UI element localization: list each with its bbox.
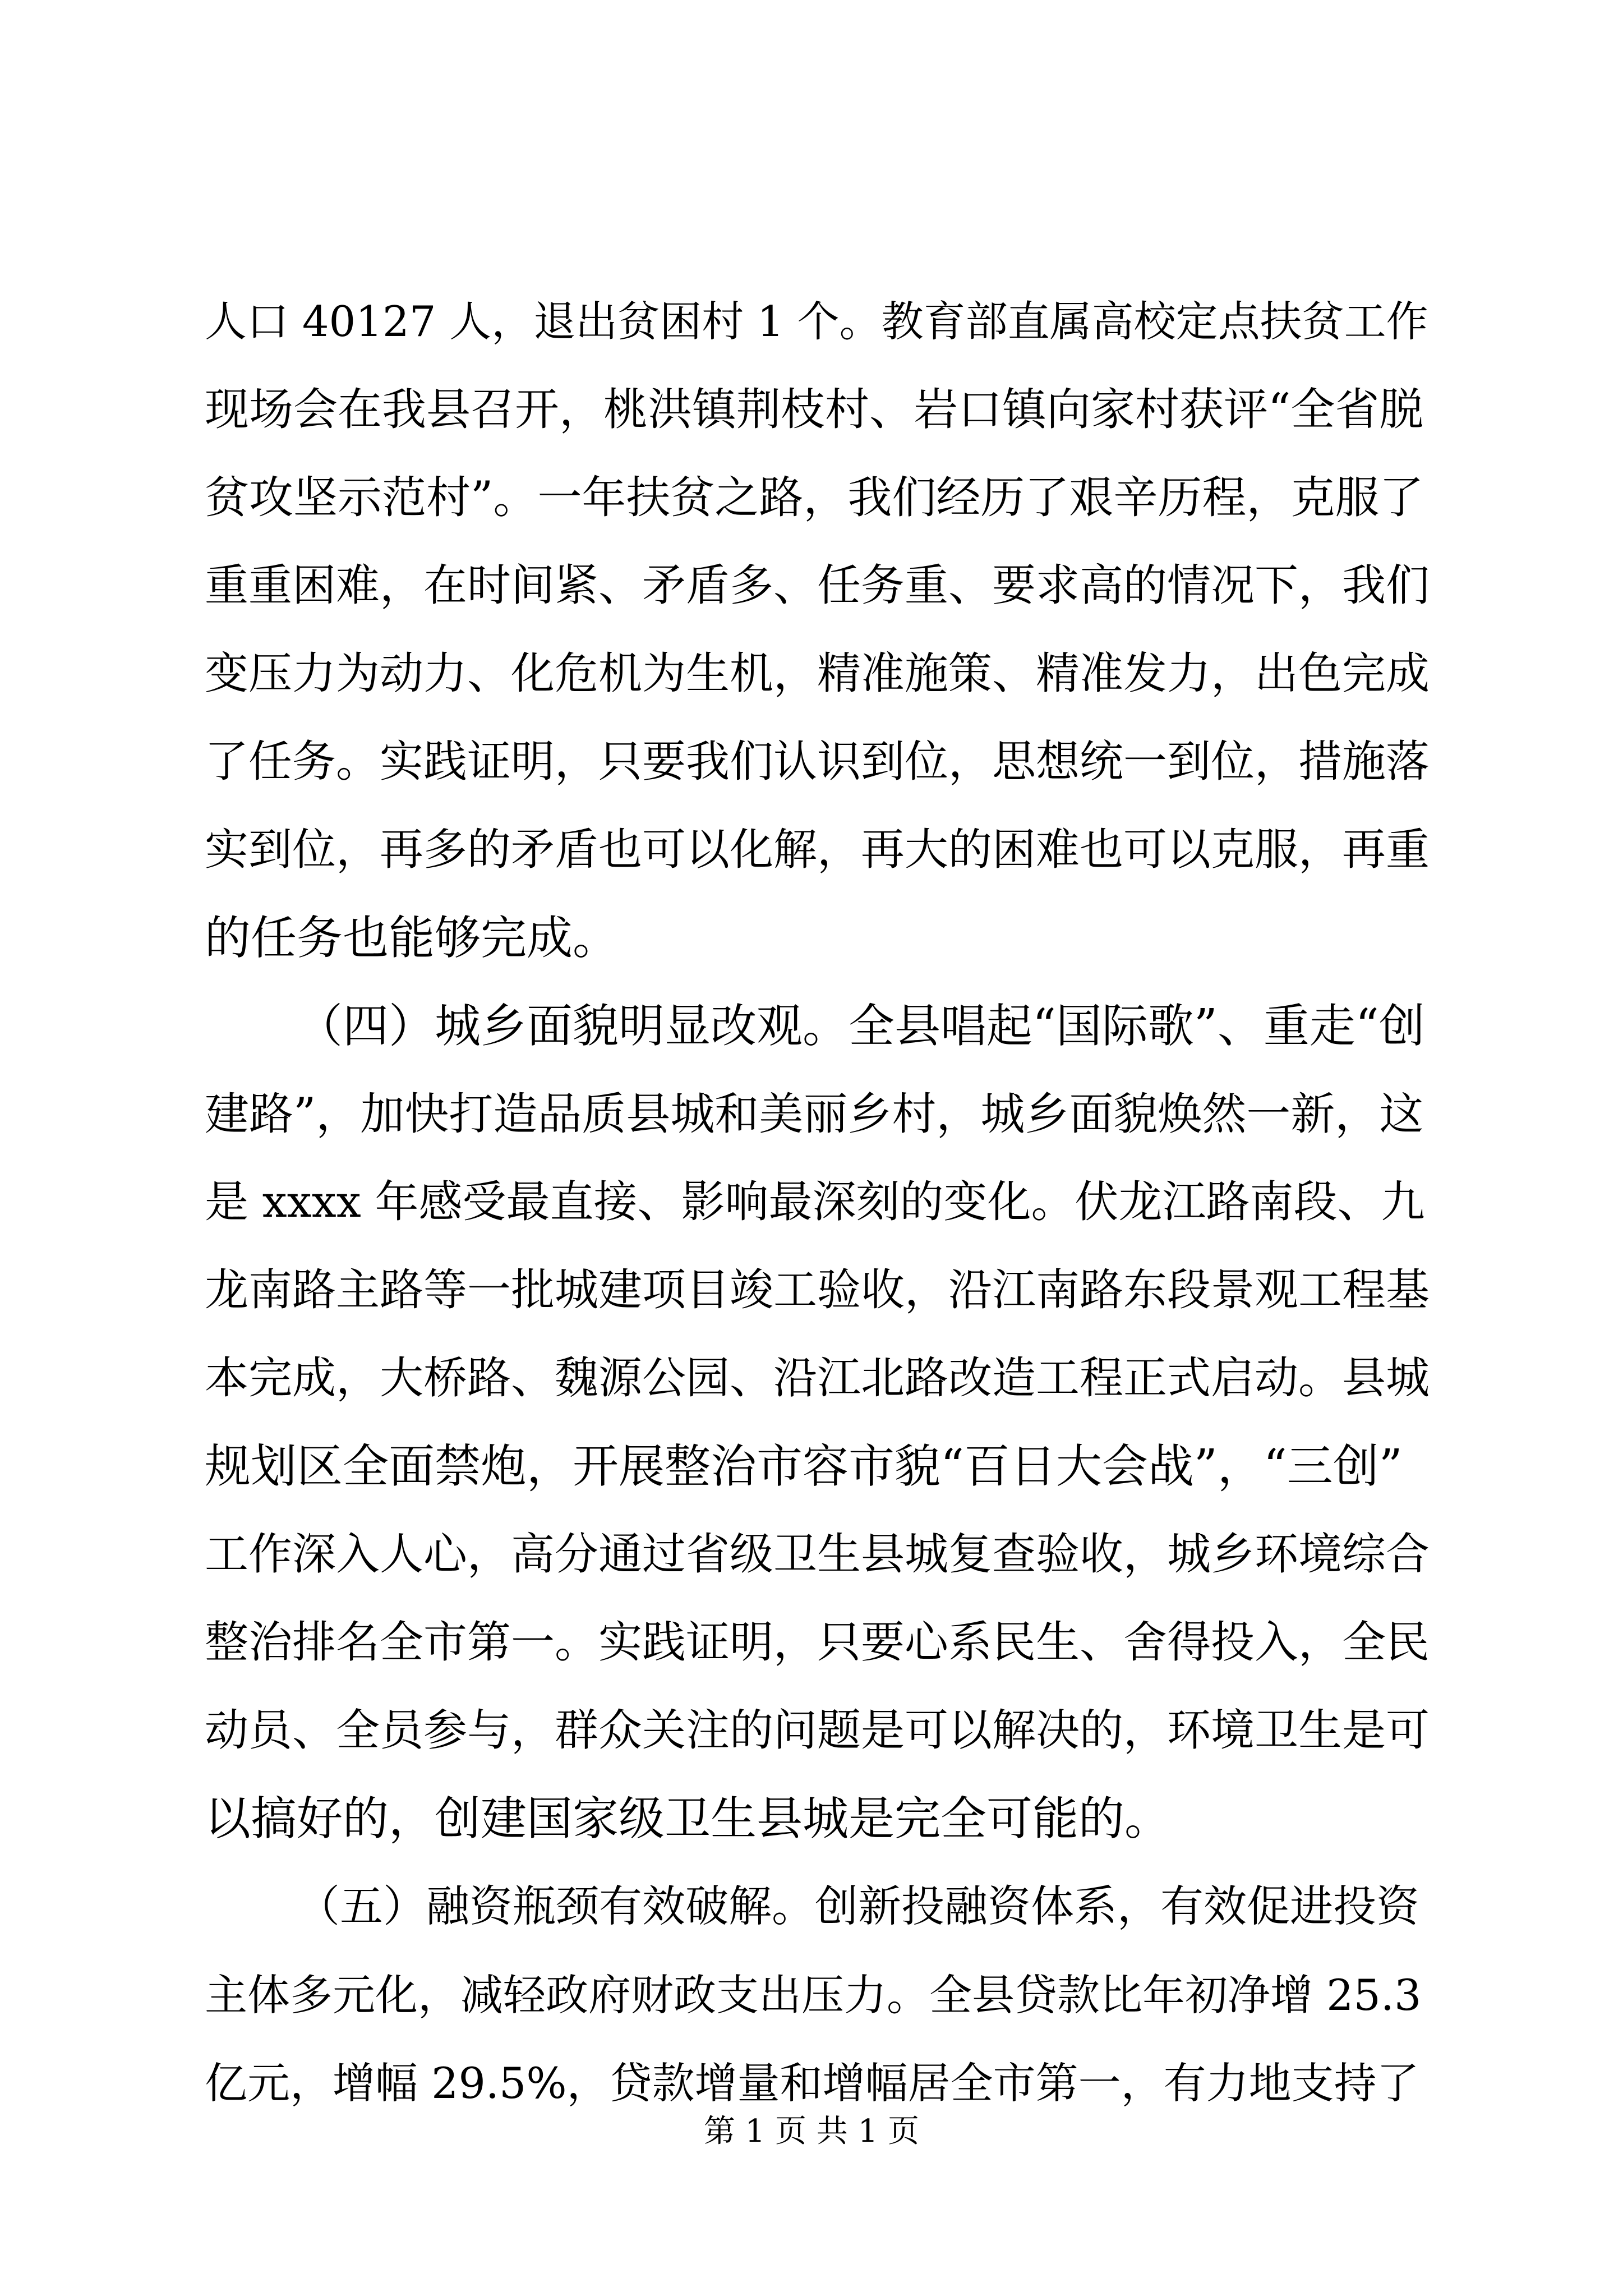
- text-line: 现场会在我县召开，桃洪镇荆枝村、岩口镇向家村获评“全省脱: [205, 384, 1424, 435]
- text-line: 主体多元化，减轻政府财政支出压力。全县贷款比年初净增 25.3: [205, 1970, 1422, 2020]
- text-line: 亿元，增幅 29.5%，贷款增量和增幅居全市第一，有力地支持了: [205, 2058, 1419, 2108]
- page-footer: 第 1 页 共 1 页: [703, 2113, 920, 2150]
- text-line: （四）城乡面貌明显改观。全县唱起“国际歌”、重走“创: [297, 1000, 1425, 1053]
- text-line: 龙南路主路等一批城建项目竣工验收，沿江南路东段景观工程基: [205, 1265, 1430, 1315]
- text-line: 规划区全面禁炮，开展整治市容市貌“百日大会战”，“三创”: [205, 1440, 1403, 1493]
- text-line: 以搞好的，创建国家级卫生县城是完全可能的。: [205, 1792, 1171, 1846]
- text-line: 重重困难，在时间紧、矛盾多、任务重、要求高的情况下，我们: [205, 560, 1430, 611]
- text-line: 整治排名全市第一。实践证明，只要心系民生、舍得投入，全民: [205, 1617, 1430, 1668]
- text-line: 人口 40127 人，退出贫困村 1 个。教育部直属高校定点扶贫工作: [205, 297, 1428, 346]
- document-body: [205, 278, 1430, 2127]
- text-line: 工作深入人心，高分通过省级卫生县城复查验收，城乡环境综合: [205, 1529, 1430, 1580]
- text-line: （五）融资瓶颈有效破解。创新投融资体系，有效促进投资: [297, 1882, 1419, 1932]
- text-line: 动员、全员参与，群众关注的问题是可以解决的，环境卫生是可: [205, 1705, 1430, 1756]
- text-line: 实到位，再多的矛盾也可以化解，再大的困难也可以克服，再重: [205, 825, 1430, 875]
- text-line: 的任务也能够完成。: [205, 912, 619, 965]
- text-line: 是 xxxx 年感受最直接、影响最深刻的变化。伏龙江路南段、九: [205, 1177, 1425, 1227]
- text-line: 贫攻坚示范村”。一年扶贫之路，我们经历了艰辛历程，克服了: [205, 472, 1424, 523]
- text-line: 变压力为动力、化危机为生机，精准施策、精准发力，出色完成: [205, 648, 1430, 699]
- text-line: 本完成，大桥路、魏源公园、沿江北路改造工程正式启动。县城: [205, 1353, 1430, 1404]
- text-line: 建路”，加快打造品质县城和美丽乡村，城乡面貌焕然一新，这: [205, 1088, 1424, 1140]
- text-line: 了任务。实践证明，只要我们认识到位，思想统一到位，措施落: [205, 737, 1430, 787]
